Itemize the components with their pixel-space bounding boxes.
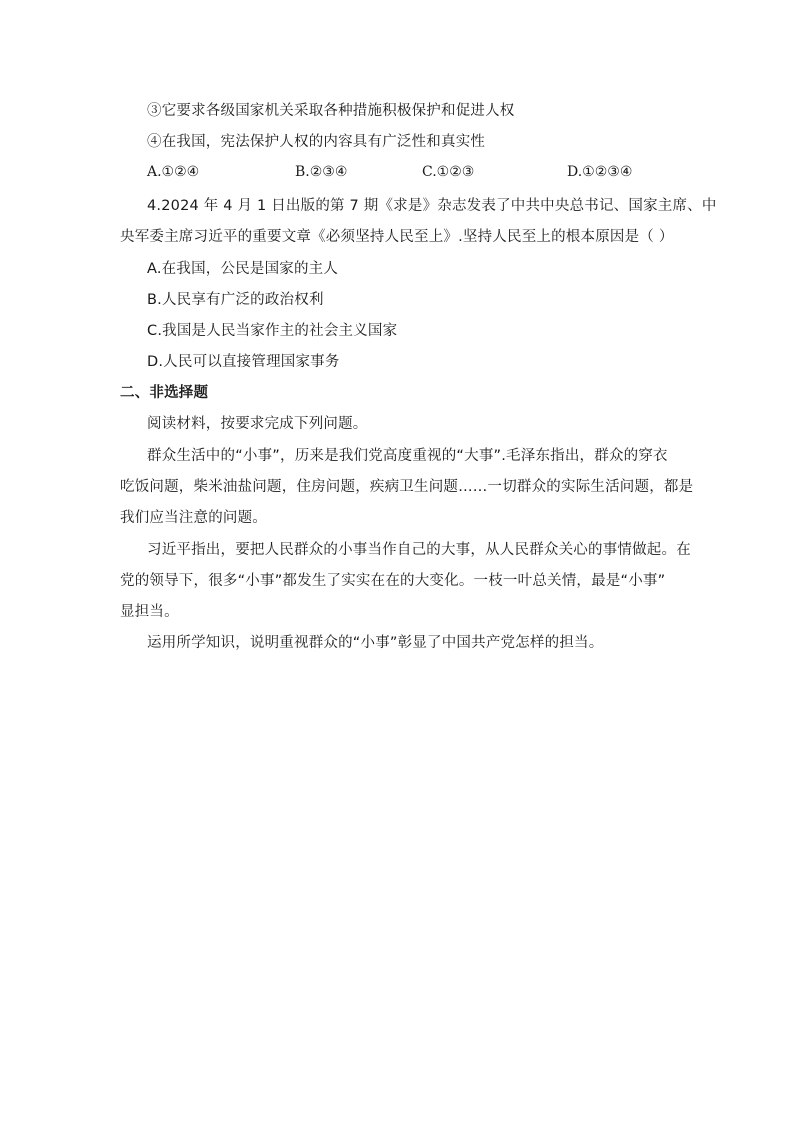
para1-line-3: 我们应当注意的问题。 — [120, 510, 267, 526]
q3-option-a: A.①②④ — [147, 164, 200, 180]
q3-option-b: B.②③④ — [295, 164, 348, 180]
q4-option-d: D.人民可以直接管理国家事务 — [147, 354, 340, 370]
q4-stem-line-1: 4.2024 年 4 月 1 日出版的第 7 期《求是》杂志发表了中共中央总书记、国家主席、中 — [147, 198, 717, 214]
q4-option-c: C.我国是人民当家作主的社会主义国家 — [147, 323, 398, 339]
q3-item-3: ③它要求各级国家机关采取各种措施积极保护和促进人权 — [147, 103, 515, 119]
para1-line-2: 吃饭问题，柴米油盐问题，住房问题，疾病卫生问题……一切群众的实际生活问题，都是 — [120, 479, 694, 495]
q3-item-4: ④在我国，宪法保护人权的内容具有广泛性和真实性 — [147, 134, 486, 150]
q3-option-d: D.①②③④ — [567, 164, 633, 180]
section-instruction: 阅读材料，按要求完成下列问题。 — [147, 416, 368, 432]
section-heading: 二、非选择题 — [120, 385, 209, 401]
para2-line-1: 习近平指出，要把人民群众的小事当作自己的大事，从人民群众关心的事情做起。在 — [147, 542, 691, 558]
para1-line-1: 群众生活中的“小事”，历来是我们党高度重视的“大事”.毛泽东指出，群众的穿衣 — [147, 448, 668, 464]
essay-question: 运用所学知识，说明重视群众的“小事”彰显了中国共产党怎样的担当。 — [147, 635, 604, 651]
q4-option-a: A.在我国，公民是国家的主人 — [147, 261, 339, 277]
q4-stem-line-2: 央军委主席习近平的重要文章《必须坚持人民至上》.坚持人民至上的根本原因是（ ） — [120, 229, 674, 245]
q3-option-c: C.①②③ — [422, 164, 475, 180]
q3-options — [147, 164, 667, 184]
q4-option-b: B.人民享有广泛的政治权利 — [147, 292, 324, 308]
para2-line-2: 党的领导下，很多“小事”都发生了实实在在的大变化。一枝一叶总关情，最是“小事” — [120, 573, 666, 589]
para2-line-3: 显担当。 — [120, 604, 179, 620]
